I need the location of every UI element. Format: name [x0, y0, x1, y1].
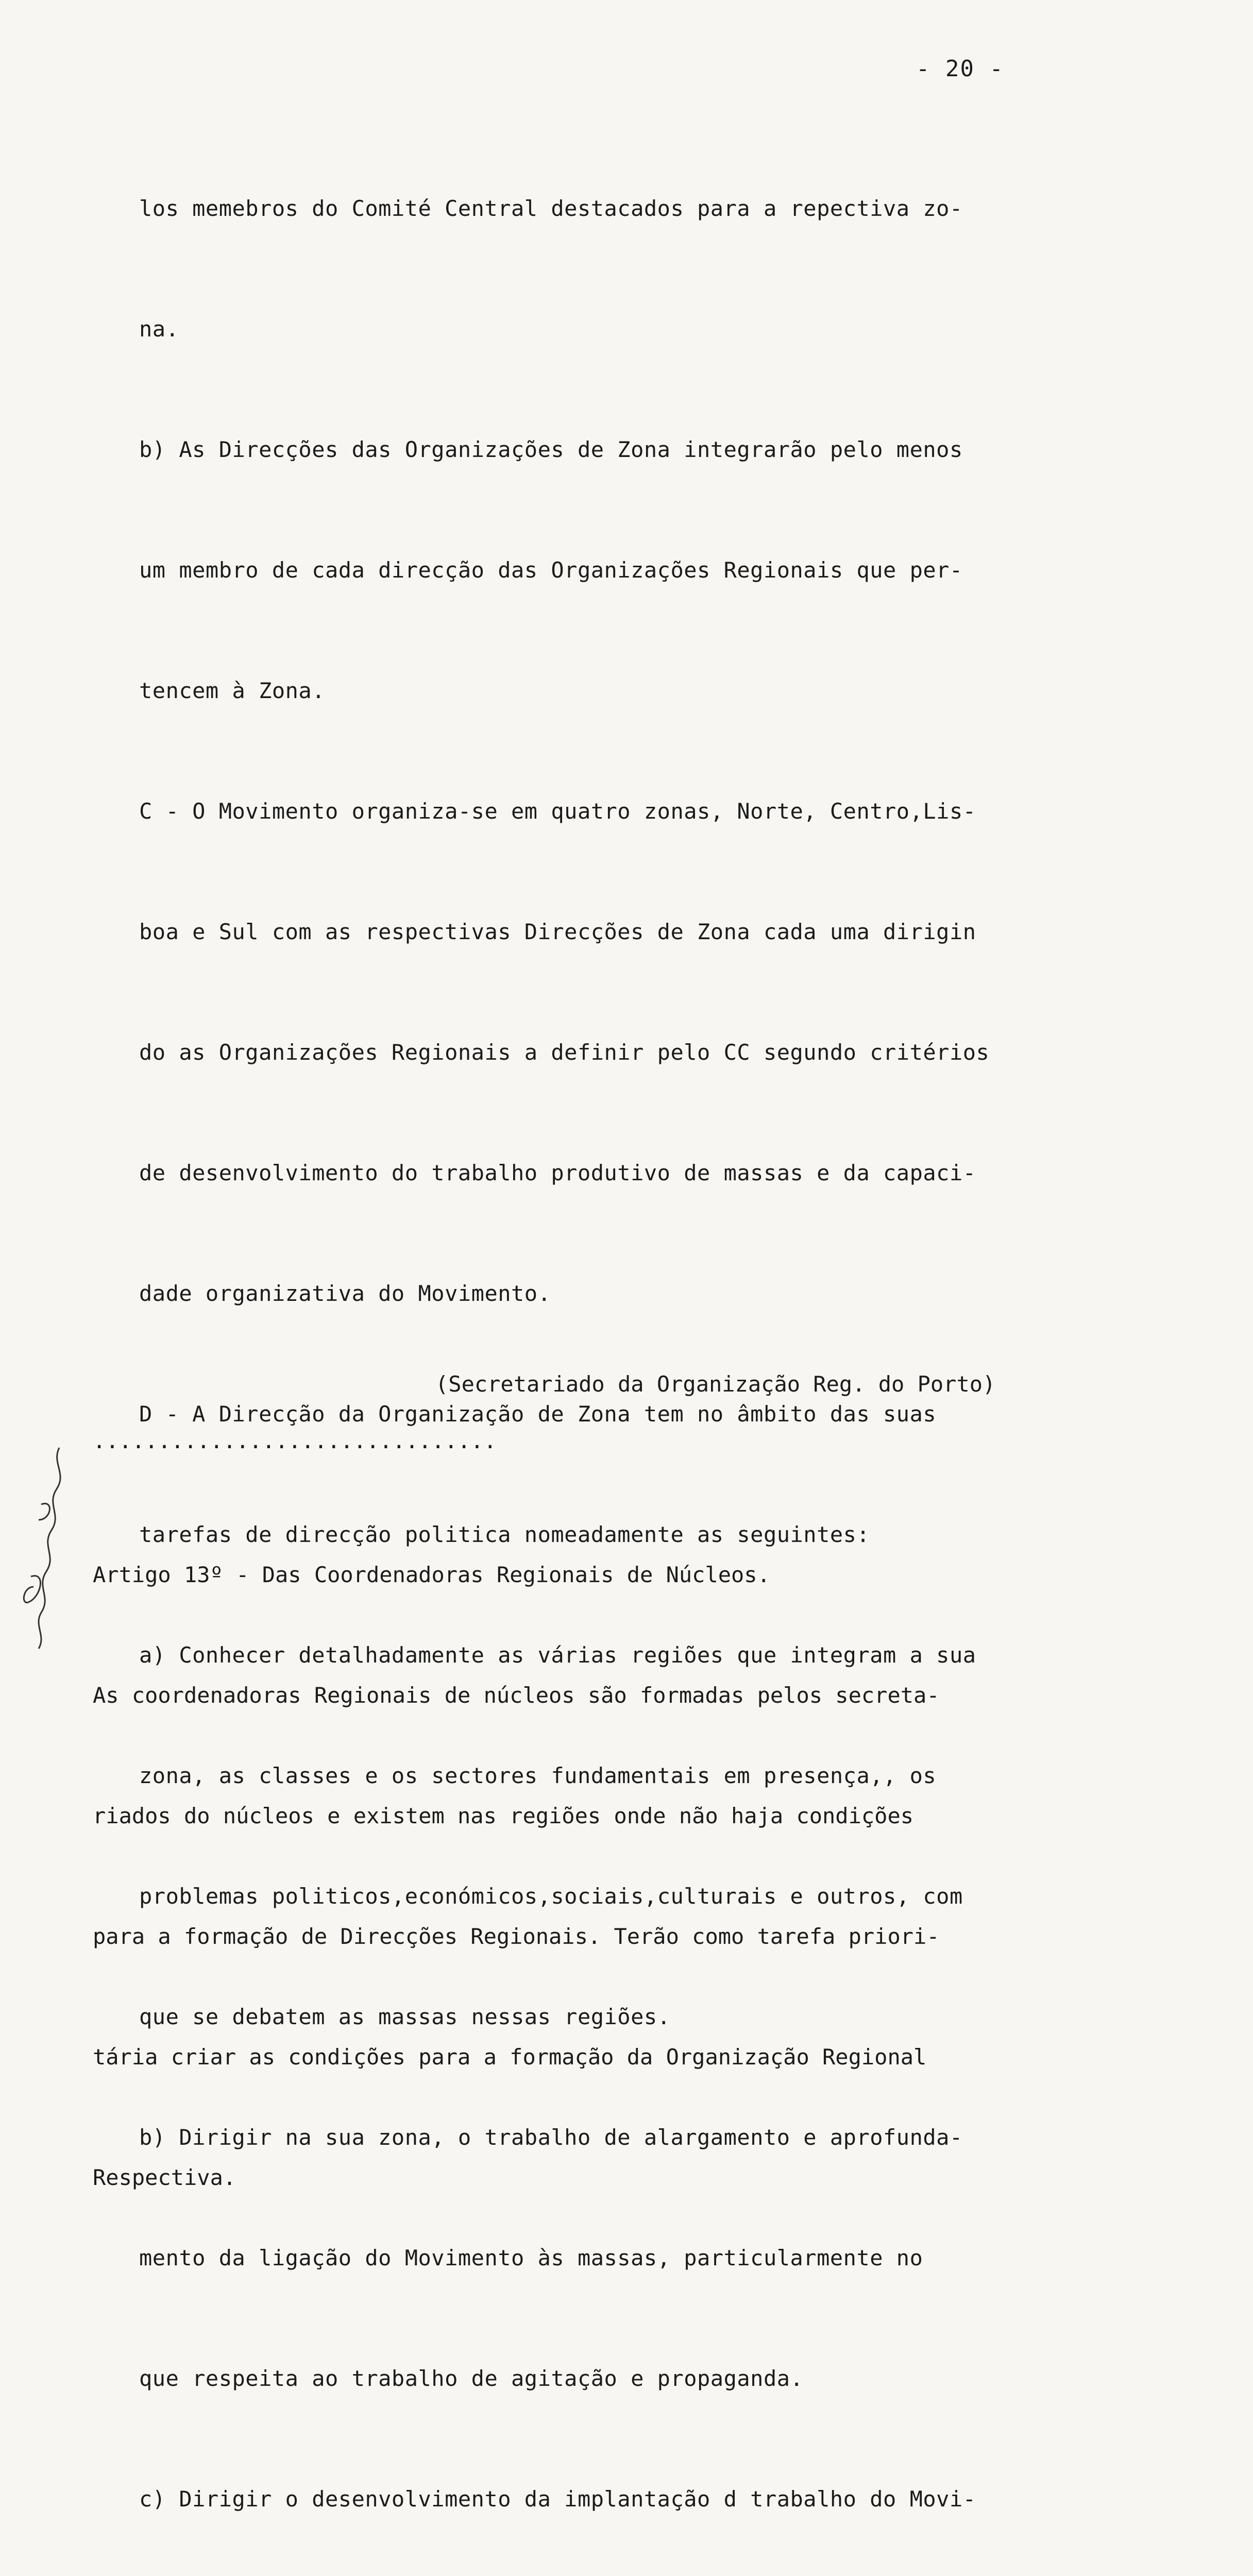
text-line: b) As Direcções das Organizações de Zona integrarão pelo menos — [139, 437, 963, 462]
text-line: b) Dirigir na sua zona, o trabalho de alargamento e aprofunda- — [139, 2125, 963, 2150]
text-line: tencem à Zona. — [139, 678, 326, 703]
text-line: tária criar as condições para a formação da Organização Regional — [93, 2044, 927, 2070]
text-line: mento da ligação do Movimento às massas, particularmente no — [139, 2245, 923, 2270]
page-number: - 20 - — [916, 56, 1004, 82]
text-line: para a formação de Direcções Regionais. Terão como tarefa priori- — [93, 1924, 940, 1949]
text-line: dade organizativa do Movimento. — [139, 1281, 551, 1306]
text-line: tarefas de direcção politica nomeadamente as seguintes: — [139, 1522, 870, 1547]
text-line: do as Organizações Regionais a definir pelo CC segundo critérios — [139, 1040, 990, 1065]
text-line: c) Dirigir o desenvolvimento da implantação d trabalho do Movi- — [139, 2486, 976, 2512]
signature: (Secretariado da Organização Reg. do Porto) — [435, 1371, 996, 1397]
separator: ............................... — [93, 1428, 497, 1453]
text-line: de desenvolvimento do trabalho produtivo de massas e da capaci- — [139, 1160, 976, 1185]
text-line: que se debatem as massas nessas regiões. — [139, 2004, 671, 2029]
text-line: Respectiva. — [93, 2165, 236, 2190]
article-heading: Artigo 13º - Das Coordenadoras Regionais de Núcleos. — [93, 1562, 770, 1587]
text-line: que respeita ao trabalho de agitação e propaganda. — [139, 2366, 804, 2391]
text-line: boa e Sul com as respectivas Direcções de Zona cada uma dirigin — [139, 919, 976, 944]
text-line: D - A Direcção da Organização de Zona tem no âmbito das suas — [139, 1401, 937, 1427]
handwritten-signature-icon — [10, 1443, 77, 1659]
text-line: zona, as classes e os sectores fundamentais em presença,, os — [139, 1763, 937, 1788]
text-line: na. — [139, 316, 179, 342]
text-line: los memebros do Comité Central destacados para a repectiva zo- — [139, 196, 963, 221]
article-13 — [93, 1475, 1164, 2238]
text-line: a) Conhecer detalhadamente as várias regiões que integram a sua — [139, 1642, 976, 1668]
text-line: problemas politicos,económicos,sociais,culturais e outros, com — [139, 1884, 963, 1909]
text-line: C - O Movimento organiza-se em quatro zonas, Norte, Centro,Lis- — [139, 799, 976, 824]
text-line: As coordenadoras Regionais de núcleos são formadas pelos secreta- — [93, 1683, 940, 1708]
text-line: um membro de cada direcção das Organizações Regionais que per- — [139, 557, 963, 583]
text-line: riados do núcleos e existem nas regiões onde não haja condições — [93, 1803, 914, 1828]
